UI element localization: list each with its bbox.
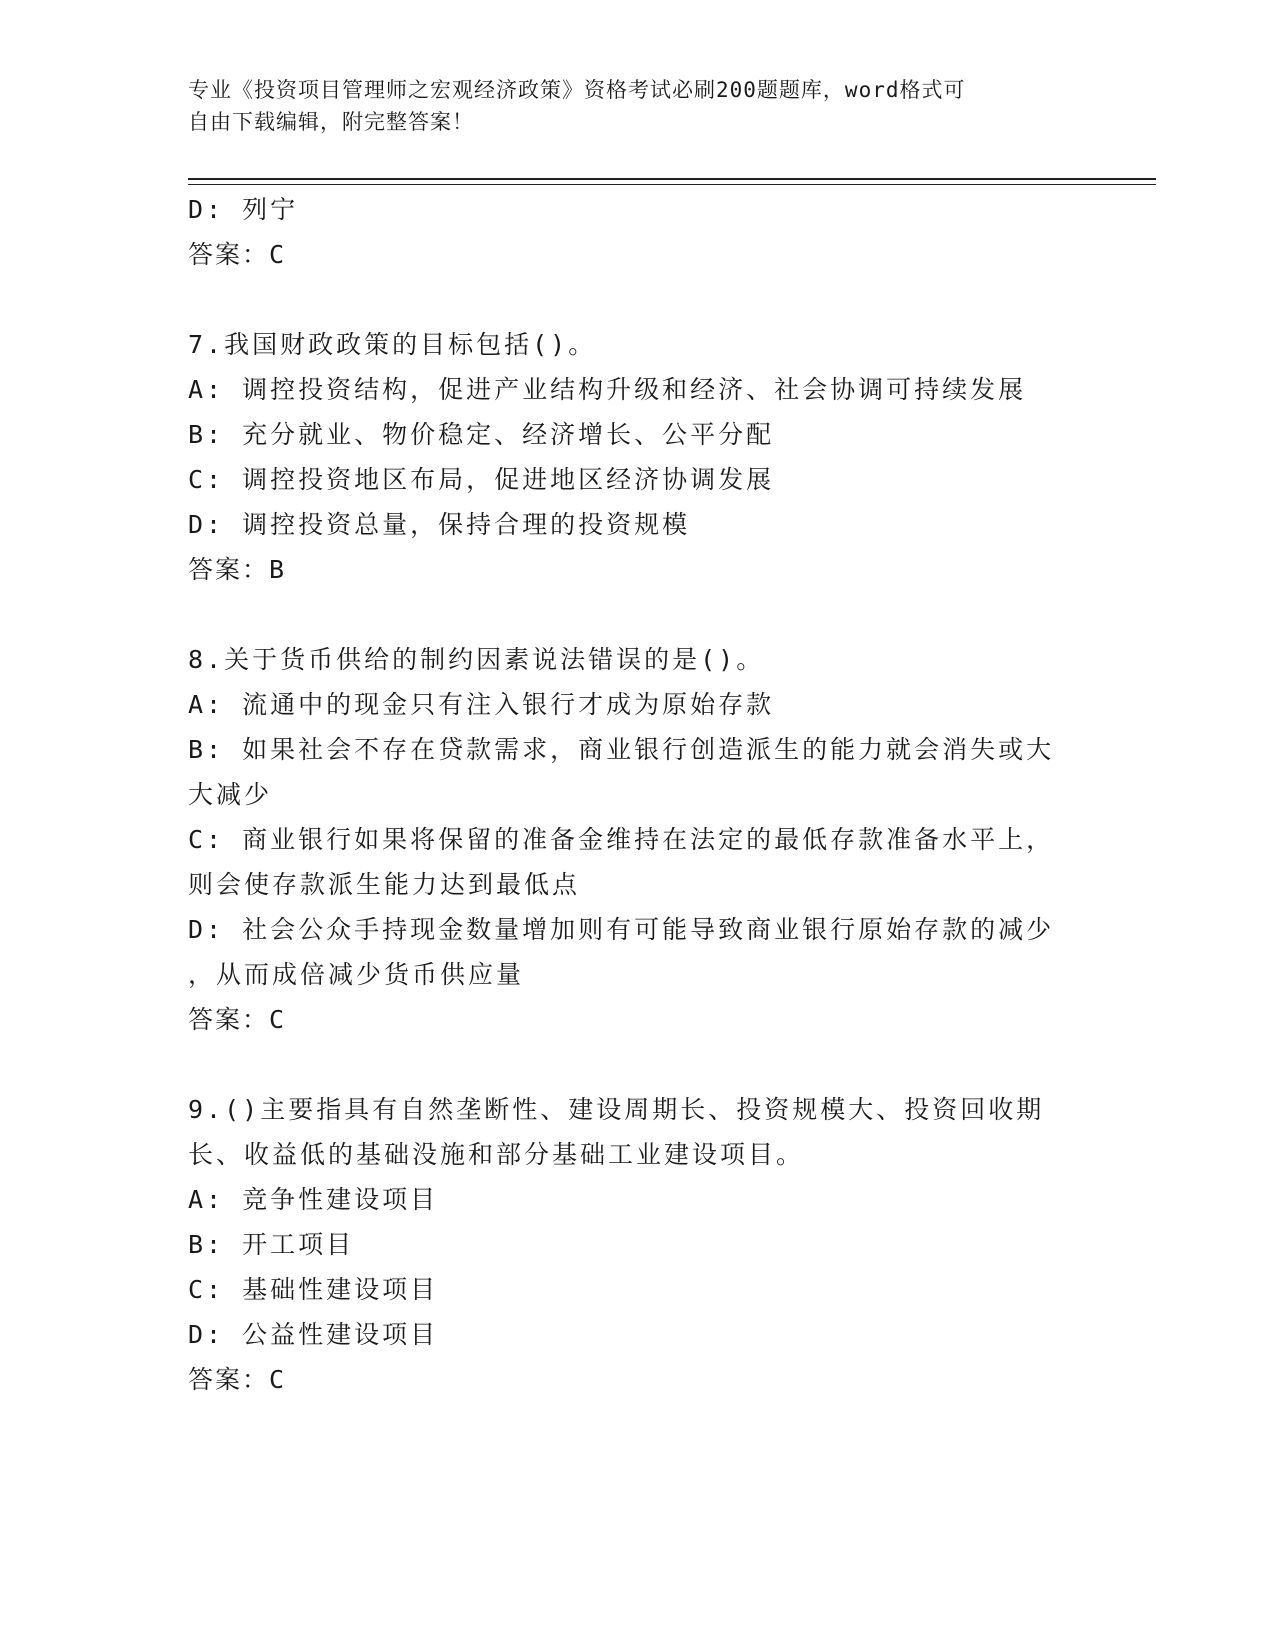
q7-answer: 答案：B — [188, 555, 287, 584]
question-content — [188, 187, 1088, 1402]
q7-option-b: B: 充分就业、物价稳定、经济增长、公平分配 — [188, 420, 775, 449]
page-header — [188, 74, 1068, 138]
q6-option-d: D: 列宁 — [188, 195, 299, 224]
q6-answer: 答案：C — [188, 240, 287, 269]
q9-option-c: C: 基础性建设项目 — [188, 1275, 439, 1304]
question-gap — [188, 592, 1088, 637]
header-line-2: 自由下载编辑，附完整答案！ — [188, 110, 474, 134]
q9-stem-line-2: 长、收益低的基础没施和部分基础工业建设项目。 — [188, 1140, 805, 1169]
q7-stem: 7.我国财政政策的目标包括()。 — [188, 330, 597, 359]
question-gap — [188, 277, 1088, 322]
header-line-1: 专业《投资项目管理师之宏观经济政策》资格考试必刷200题题库，word格式可 — [188, 78, 966, 102]
q8-stem: 8.关于货币供给的制约因素说法错误的是()。 — [188, 645, 765, 674]
header-rule-thin — [188, 184, 1156, 185]
q9-option-a: A: 竞争性建设项目 — [188, 1185, 439, 1214]
q8-option-d-line-1: D: 社会公众手持现金数量增加则有可能导致商业银行原始存款的减少 — [188, 915, 1055, 944]
q7-option-a: A: 调控投资结构，促进产业结构升级和经济、社会协调可持续发展 — [188, 375, 1027, 404]
q8-option-a: A: 流通中的现金只有注入银行才成为原始存款 — [188, 690, 775, 719]
q8-option-c-line-2: 则会使存款派生能力达到最低点 — [188, 870, 581, 899]
header-rule-thick — [188, 178, 1156, 180]
q8-option-b-line-1: B: 如果社会不存在贷款需求，商业银行创造派生的能力就会消失或大 — [188, 735, 1055, 764]
question-gap — [188, 1042, 1088, 1087]
q9-answer: 答案：C — [188, 1365, 287, 1394]
q8-answer: 答案：C — [188, 1005, 287, 1034]
q7-option-c: C: 调控投资地区布局，促进地区经济协调发展 — [188, 465, 775, 494]
q7-option-d: D: 调控投资总量，保持合理的投资规模 — [188, 510, 691, 539]
q8-option-c-line-1: C: 商业银行如果将保留的准备金维持在法定的最低存款准备水平上， — [188, 825, 1055, 854]
q8-option-b-line-2: 大减少 — [188, 780, 273, 809]
q9-option-b: B: 开工项目 — [188, 1230, 355, 1259]
q9-option-d: D: 公益性建设项目 — [188, 1320, 439, 1349]
q9-stem-line-1: 9.()主要指具有自然垄断性、建设周期长、投资规模大、投资回收期 — [188, 1095, 1045, 1124]
q8-option-d-line-2: ，从而成倍减少货币供应量 — [188, 960, 525, 989]
